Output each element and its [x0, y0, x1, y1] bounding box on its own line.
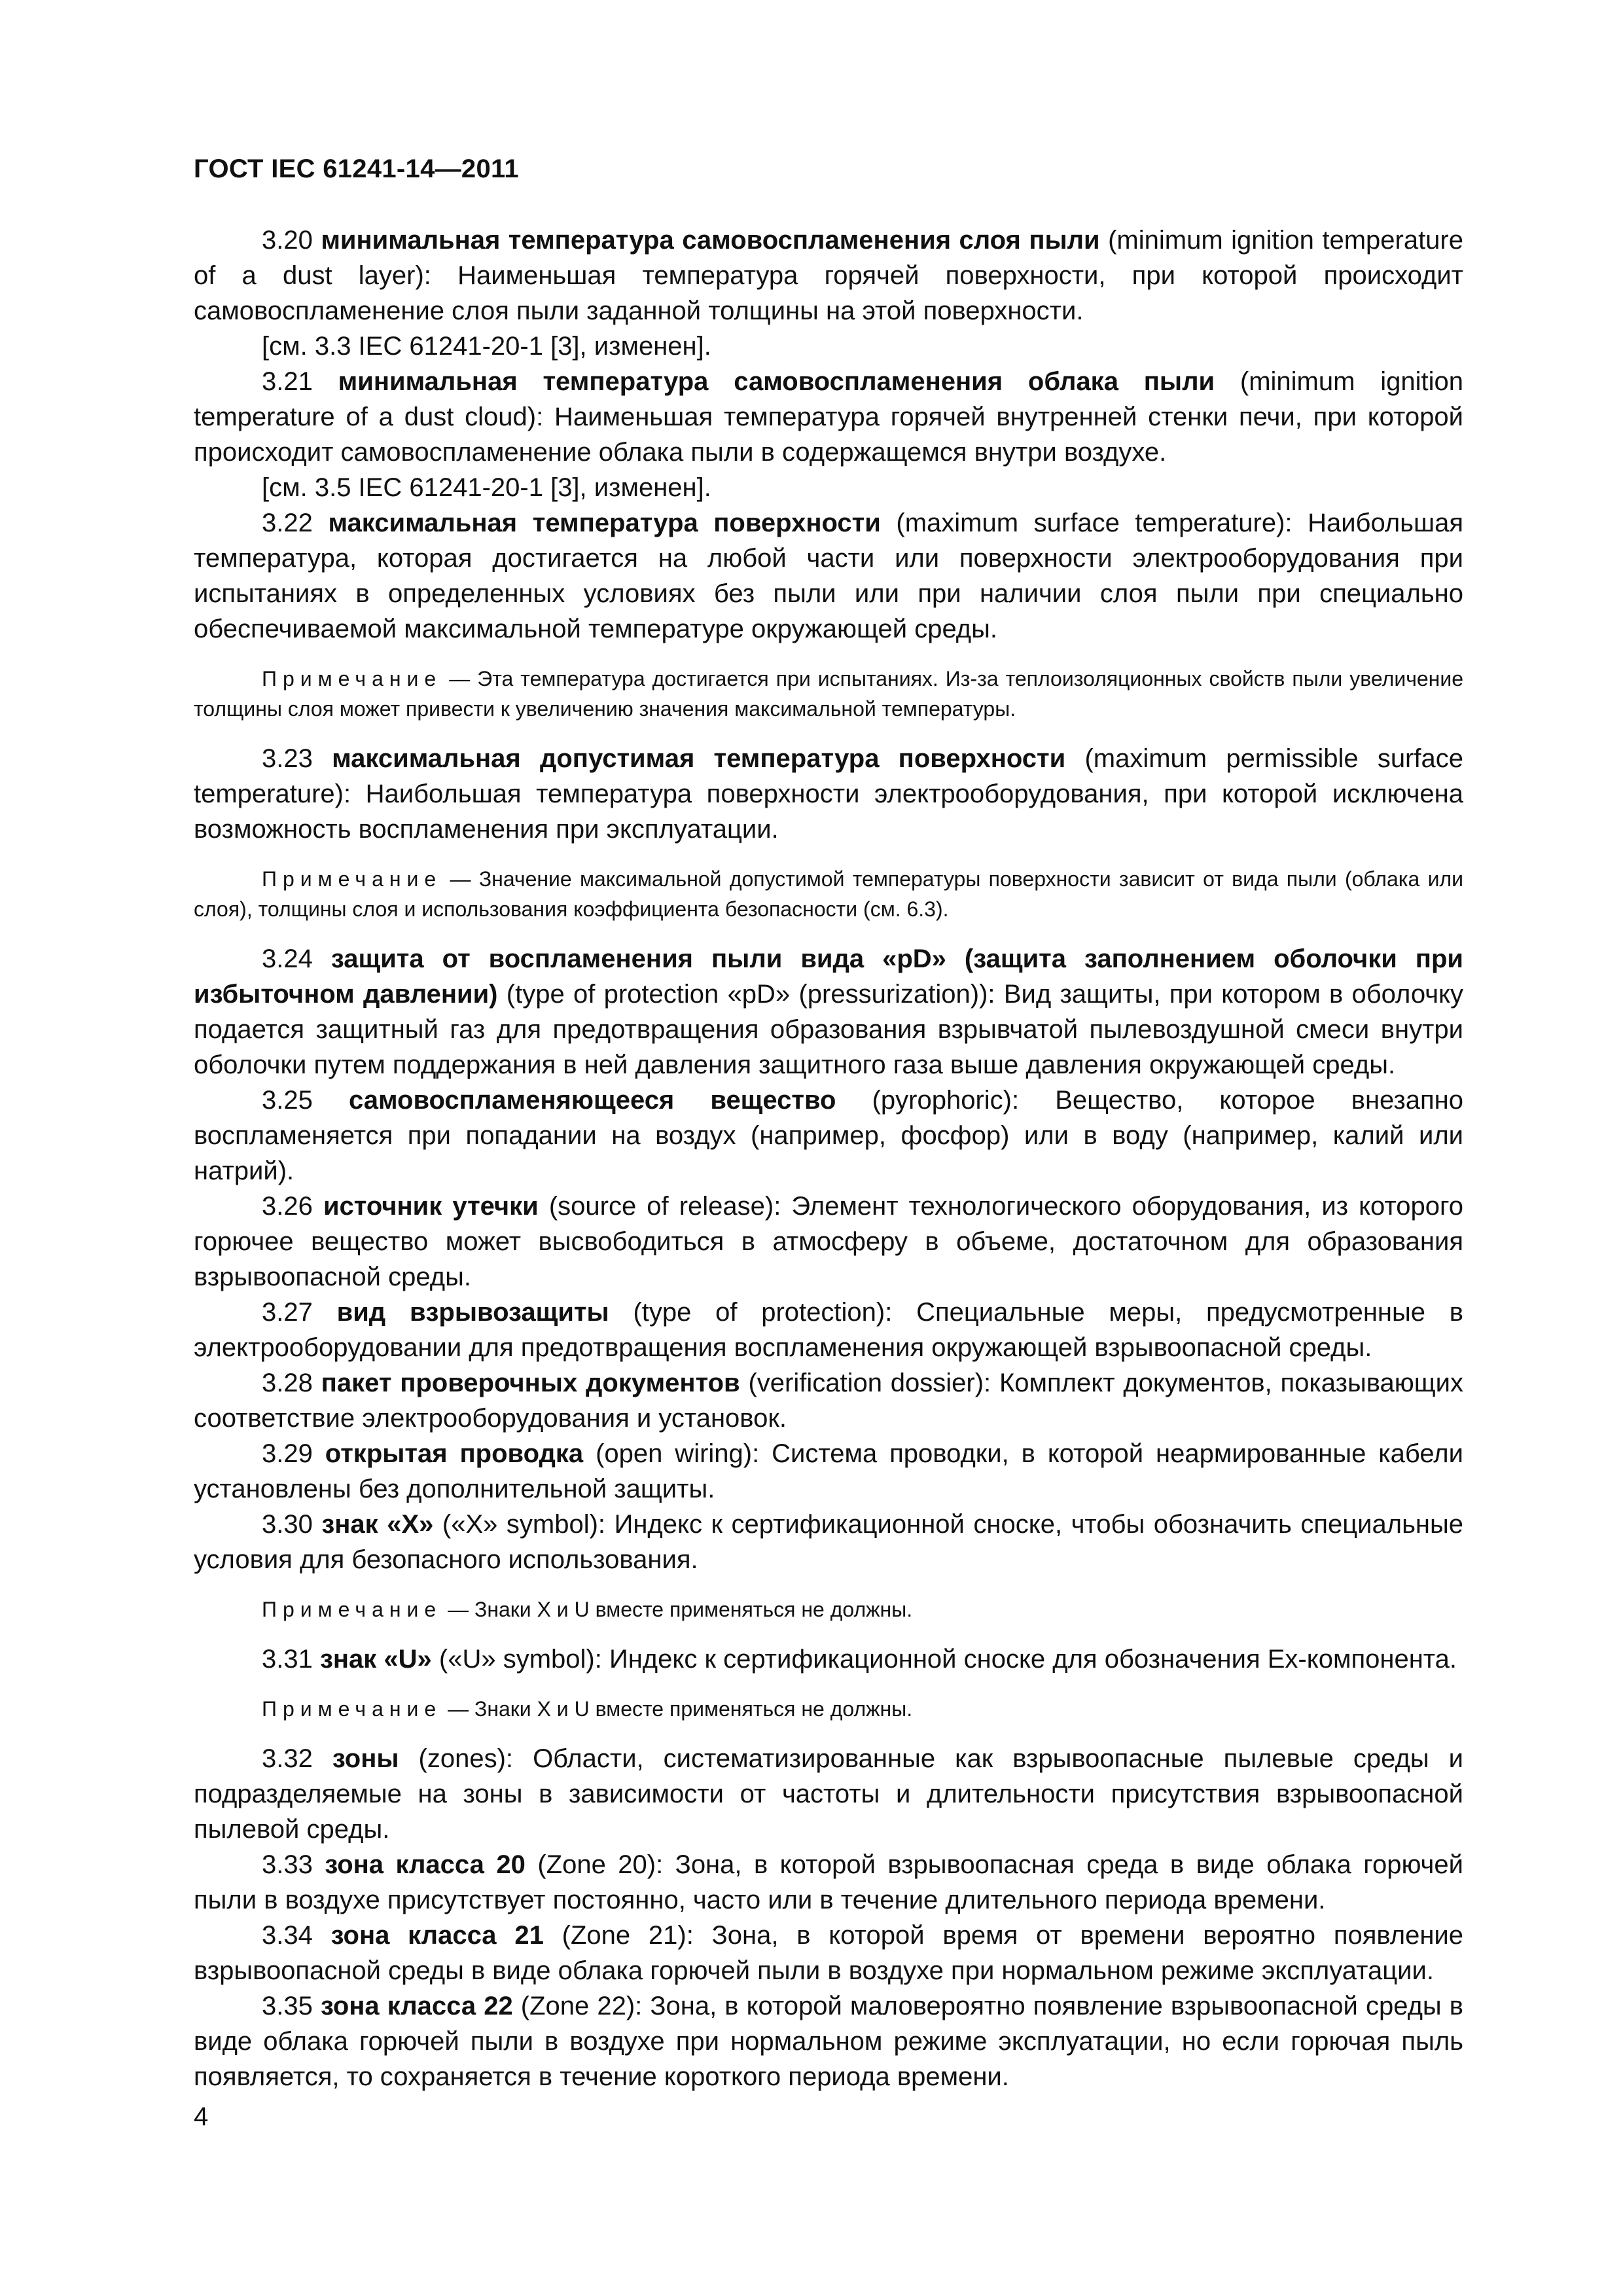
term: самовоспламеняющееся вещество	[348, 1086, 836, 1115]
clause-number: 3.32	[262, 1744, 313, 1773]
definition-3-26	[194, 1189, 1463, 1295]
definition-text: (maximum permissible surface temperature): Наибольшая температура поверхности электрооборудования, при которой исключена возможность воспламенения при эксплуатации.	[194, 744, 1463, 844]
definition-3-27	[194, 1295, 1463, 1365]
note-text: — Значение максимальной допустимой температуры поверхности зависит от вида пыли (облака или слоя), толщины слоя и использования коэффициента безопасности (см. 6.3).	[194, 867, 1463, 921]
definition-text: (Zone 20): Зона, в которой взрывоопасная среда в виде облака горючей пыли в воздухе присутствует постоянно, часто или в течение длительного периода времени.	[194, 1850, 1463, 1914]
document-body	[194, 223, 1463, 2094]
definition-3-21	[194, 364, 1463, 470]
definition-3-25	[194, 1083, 1463, 1189]
term: открытая проводка	[325, 1439, 584, 1468]
note-text: — Эта температура достигается при испытаниях. Из-за теплоизоляционных свойств пыли увеличение толщины слоя может привести к увеличению значения максимальной температуры.	[194, 667, 1463, 721]
definition-text: (Zone 21): Зона, в которой время от времени вероятно появление взрывоопасной среды в виде облака горючей пыли в воздухе при нормальном режиме эксплуатации.	[194, 1921, 1463, 1985]
term: вид взрывозащиты	[336, 1298, 609, 1327]
note-text: — Знаки X и U вместе применяться не должны.	[442, 1598, 913, 1621]
note	[194, 1694, 1463, 1724]
term: максимальная допустимая температура поверхности	[332, 744, 1066, 773]
term: пакет проверочных документов	[321, 1369, 740, 1397]
definition-text: (Zone 22): Зона, в которой маловероятно появление взрывоопасной среды в виде облака горючей пыли в воздухе при нормальном режиме эксплуатации, но если горючая пыль появляется, то сохраняется в течение короткого периода времени.	[194, 1992, 1463, 2091]
definition-text: (pyrophoric): Вещество, которое внезапно воспламеняется при попадании на воздух (например, фосфор) или в воду (например, калий или натрий).	[194, 1086, 1463, 1185]
clause-number: 3.29	[262, 1439, 313, 1468]
term: зона класса 20	[325, 1850, 526, 1879]
definition-text: (open wiring): Система проводки, в которой неармированные кабели установлены без дополнительной защиты.	[194, 1439, 1463, 1503]
definition-3-34	[194, 1918, 1463, 1988]
definition-3-23	[194, 741, 1463, 847]
definition-text: (source of release): Элемент технологического оборудования, из которого горючее вещество может высвободиться в атмосферу в объеме, достаточном для образования взрывоопасной среды.	[194, 1192, 1463, 1291]
term: минимальная температура самовоспламенения слоя пыли	[321, 226, 1100, 255]
definition-3-24	[194, 941, 1463, 1083]
source-reference: [см. 3.5 IEC 61241-20-1 [3], изменен].	[262, 473, 711, 502]
term: максимальная температура поверхности	[328, 509, 881, 537]
clause-number: 3.34	[262, 1921, 313, 1950]
definition-text: (type of protection): Специальные меры, предусмотренные в электрооборудовании для предотвращения воспламенения окружающей взрывоопасной среды.	[194, 1298, 1464, 1362]
definition-3-20	[194, 223, 1463, 329]
definition-text: (zones): Области, систематизированные как взрывоопасные пылевые среды и подразделяемые на зоны в зависимости от частоты и длительности присутствия взрывоопасной пылевой среды.	[194, 1744, 1463, 1844]
definition-text: (minimum ignition temperature of a dust layer): Наименьшая температура горячей поверхности, при которой происходит самовоспламенение слоя пыли заданной толщины на этой поверхности.	[194, 226, 1463, 325]
note-label: Примечание	[262, 667, 442, 691]
term: источник утечки	[323, 1192, 539, 1221]
term: минимальная температура самовоспламенения облака пыли	[338, 367, 1215, 396]
definition-text: (minimum ignition temperature of a dust cloud): Наименьшая температура горячей внутренней стенки печи, при которой происходит самовоспламенение облака пыли в содержащемся внутри воздухе.	[194, 367, 1463, 467]
note-label: Примечание	[262, 1598, 442, 1621]
note	[194, 1594, 1463, 1624]
term: зона класса 22	[320, 1992, 513, 2020]
note	[194, 664, 1463, 724]
note-text: — Знаки X и U вместе применяться не должны.	[442, 1697, 913, 1721]
term: зона класса 21	[330, 1921, 544, 1950]
term: знак «X»	[321, 1510, 434, 1539]
source-reference: [см. 3.3 IEC 61241-20-1 [3], изменен].	[262, 332, 711, 361]
term: зоны	[332, 1744, 399, 1773]
term: защита от воспламенения пыли вида «pD» (защита заполнением оболочки при избыточном давлении)	[194, 944, 1463, 1009]
definition-3-29	[194, 1436, 1463, 1507]
clause-number: 3.23	[262, 744, 313, 773]
definition-text: (verification dossier): Комплект документов, показывающих соответствие электрооборудования и установок.	[194, 1369, 1463, 1433]
clause-number: 3.27	[262, 1298, 313, 1327]
definition-3-28	[194, 1365, 1463, 1436]
page-number: 4	[194, 2102, 209, 2131]
note-label: Примечание	[262, 1697, 442, 1721]
definition-3-33	[194, 1847, 1463, 1918]
document-header: ГОСТ IEC 61241-14—2011	[194, 154, 519, 183]
note-label: Примечание	[262, 867, 442, 891]
note	[194, 864, 1463, 924]
clause-number: 3.20	[262, 226, 313, 255]
clause-number: 3.22	[262, 509, 313, 537]
definition-text: (type of protection «pD» (pressurization)): Вид защиты, при котором в оболочку подается защитный газ для предотвращения образования взрывчатой пылевоздушной смеси внутри оболочки путем поддержания в ней давления защитного газа выше давления окружающей среды.	[194, 980, 1463, 1079]
clause-number: 3.21	[262, 367, 313, 396]
definition-text: («X» symbol): Индекс к сертификационной сноске, чтобы обозначить специальные условия для безопасного использования.	[194, 1510, 1463, 1574]
definition-3-31	[194, 1641, 1463, 1677]
definition-3-30	[194, 1507, 1463, 1577]
definition-3-35	[194, 1988, 1463, 2094]
clause-number: 3.31	[262, 1645, 313, 1674]
definition-text: («U» symbol): Индекс к сертификационной сноске для обозначения Ex-компонента.	[431, 1645, 1457, 1674]
definition-3-32	[194, 1741, 1463, 1847]
clause-number: 3.33	[262, 1850, 313, 1879]
clause-number: 3.35	[262, 1992, 313, 2020]
clause-number: 3.25	[262, 1086, 313, 1115]
term: знак «U»	[319, 1645, 432, 1674]
definition-text: (maximum surface temperature): Наибольшая температура, которая достигается на любой части или поверхности электрооборудования при испытаниях в определенных условиях без пыли или при наличии слоя пыли при специально обеспечиваемой максимальной температуре окружающей среды.	[194, 509, 1464, 643]
definition-3-22	[194, 505, 1463, 647]
clause-number: 3.30	[262, 1510, 313, 1539]
clause-number: 3.26	[262, 1192, 313, 1221]
clause-number: 3.28	[262, 1369, 313, 1397]
clause-number: 3.24	[262, 944, 313, 973]
